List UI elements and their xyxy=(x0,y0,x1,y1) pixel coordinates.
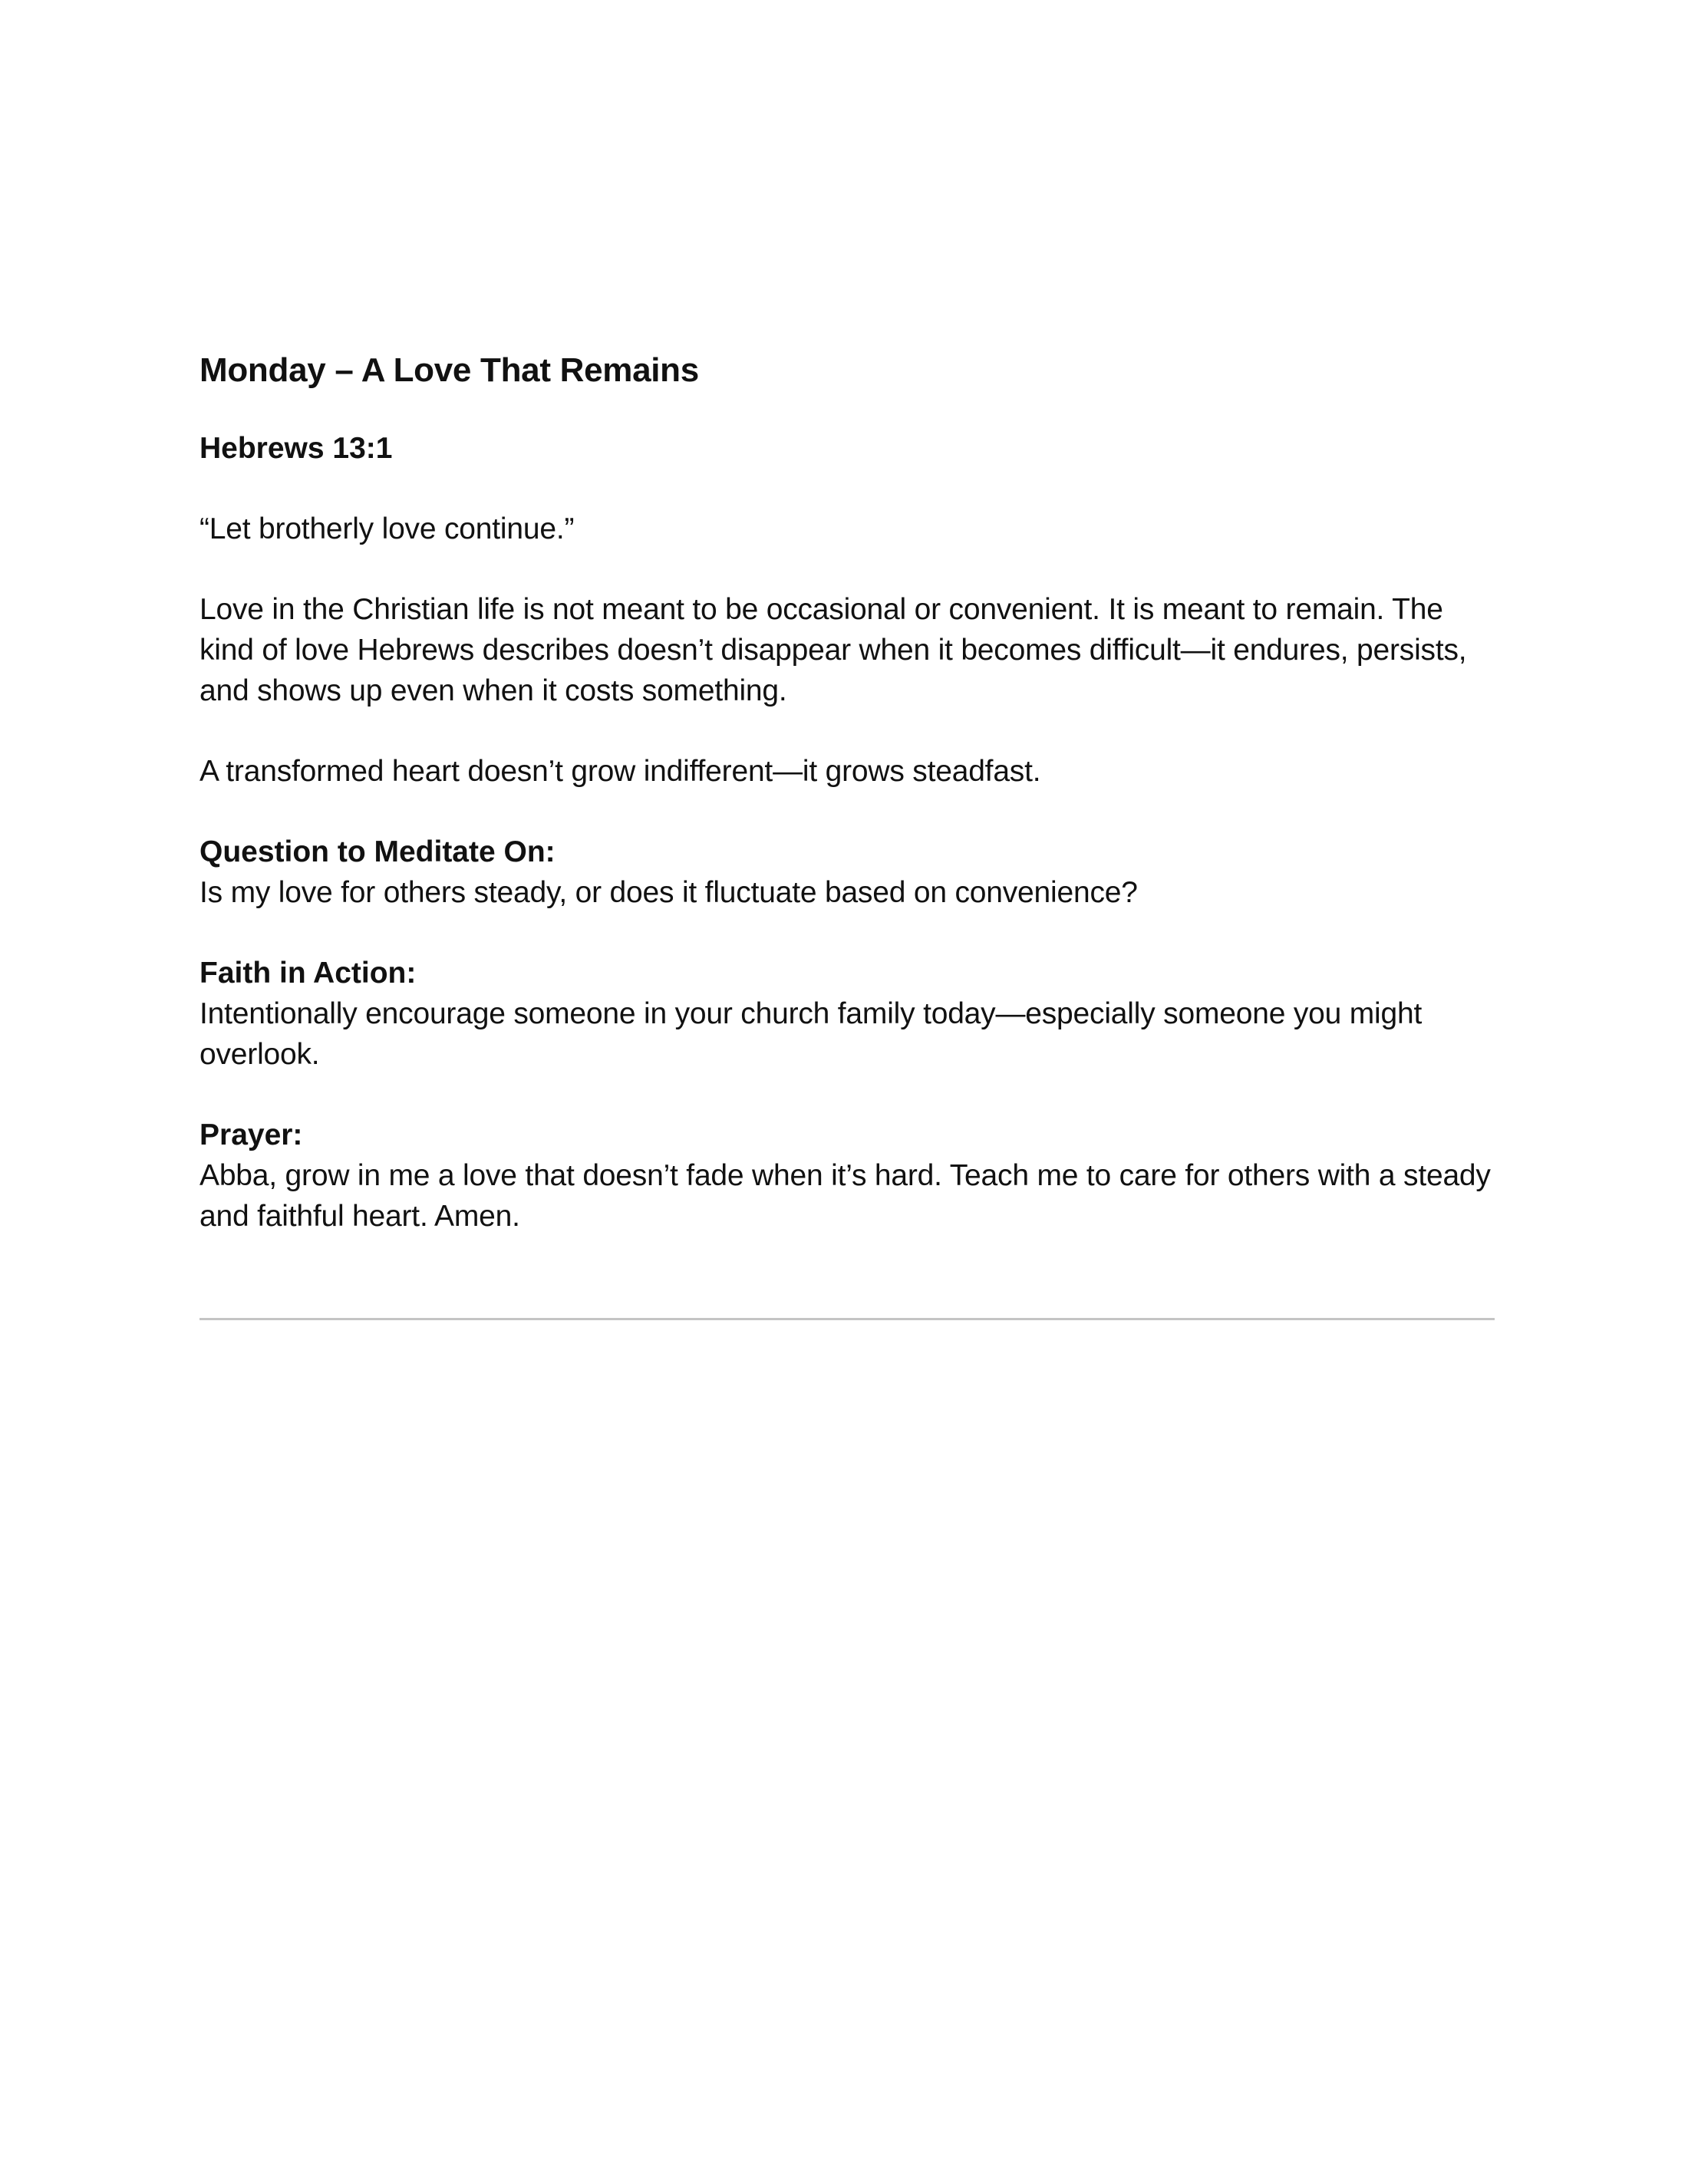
section-divider xyxy=(199,1318,1495,1320)
scripture-verse: “Let brotherly love continue.” xyxy=(199,512,575,545)
action-label: Faith in Action: xyxy=(199,957,417,990)
devotional-content xyxy=(199,349,1496,1276)
prayer-label: Prayer: xyxy=(199,1118,303,1151)
action-text: Intentionally encourage someone in your church family today—especially someone you might overlook. xyxy=(199,997,1423,1071)
devotional-title: Monday – A Love That Remains xyxy=(199,351,699,389)
scripture-reference: Hebrews 13:1 xyxy=(199,432,393,465)
question-text: Is my love for others steady, or does it fluctuate based on convenience? xyxy=(199,876,1138,909)
reflection-summary: A transformed heart doesn’t grow indifferent—it grows steadfast. xyxy=(199,755,1041,788)
reflection-paragraph: Love in the Christian life is not meant to be occasional or convenient. It is meant to remain. The kind of love Hebrews describes doesn’t disappear when it becomes difficult—it endures, persists, and shows up even when it costs something. xyxy=(199,593,1467,707)
prayer-text: Abba, grow in me a love that doesn’t fade when it’s hard. Teach me to care for others with a steady and faithful heart. Amen. xyxy=(199,1159,1491,1233)
question-label: Question to Meditate On: xyxy=(199,835,556,868)
